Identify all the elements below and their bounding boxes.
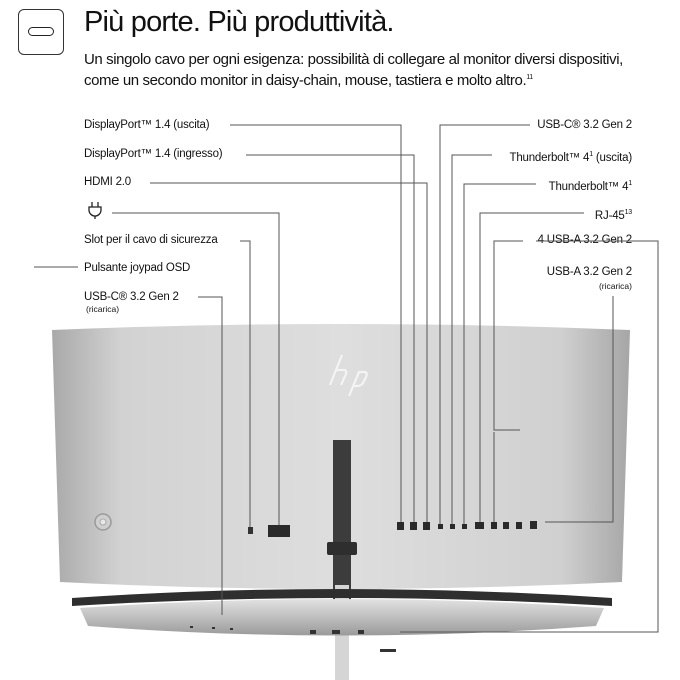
label-rj45: $RJ-45^{13}$ [594,209,632,222]
label-hdmi: HDMI 2.0 [84,176,131,188]
label-displayport-out: DisplayPort™ 1.4 (uscita) [84,119,210,131]
label-osd-joypad: Pulsante joypad OSD [84,262,191,274]
security-slot [248,527,253,534]
label-usbc-charging: USB-C® 3.2 Gen 2 [84,291,179,303]
page-title: Più porte. Più produttività. [84,6,394,38]
label-thunderbolt-out: Thunderbolt™ $4^1$ (uscita) [509,151,632,164]
label-displayport-in: DisplayPort™ 1.4 (ingresso) [84,148,223,160]
label-usbc-charging-note: (ricarica) [86,304,120,314]
label-usbc: USB-C® 3.2 Gen 2 [537,119,632,131]
label-security-slot: Slot per il cavo di sicurezza [84,234,218,246]
monitor-stand-neck [333,440,351,600]
label-usba-charging: USB-A 3.2 Gen 2 [546,266,632,278]
label-usba-4: 4 USB-A 3.2 Gen 2 [537,234,632,246]
label-usba-charging-note: (ricarica) [598,281,632,291]
page-subtitle: Un singolo cavo per ogni esigenza: possibilità di collegare al monitor diversi dispositivi, come un secondo monitor in daisy-chain, mouse, tastiera e molto altro.$^{11}$ [84,51,623,89]
power-port [268,525,290,537]
label-thunderbolt: Thunderbolt™ $4^1$ [548,180,632,193]
